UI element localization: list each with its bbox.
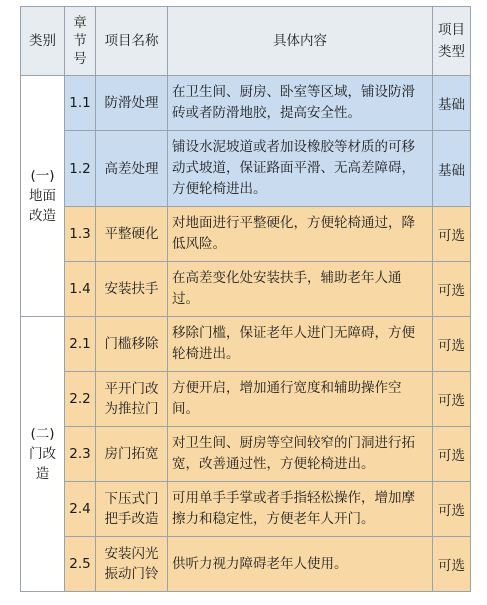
- row-name: 高差处理: [96, 131, 168, 207]
- row-number: 1.2: [65, 131, 96, 207]
- row-content: 对卫生间、厨房等空间较窄的门洞进行拓宽，改善通过性，方便轮椅进出。: [168, 427, 433, 482]
- header-chapter-text: 章节号: [73, 15, 87, 67]
- row-number: 1.4: [65, 262, 96, 317]
- table-row: [21, 207, 471, 262]
- table-row: [21, 76, 471, 131]
- table-row: [21, 131, 471, 207]
- row-name: 平整硬化: [96, 207, 168, 262]
- row-name: 房门拓宽: [96, 427, 168, 482]
- category-door-line1: (二): [30, 426, 55, 442]
- header-type: [433, 7, 471, 76]
- row-content: 移除门槛，保证老年人进门无障碍，方便轮椅进出。: [168, 317, 433, 372]
- table-row: [21, 482, 471, 537]
- row-type: 基础: [433, 76, 471, 131]
- row-type: 可选: [433, 482, 471, 537]
- row-name: 平开门改为推拉门: [96, 372, 168, 427]
- row-name: 下压式门把手改造: [96, 482, 168, 537]
- row-number: 1.1: [65, 76, 96, 131]
- category-door-line3: 造: [35, 466, 50, 482]
- header-name: 项目名称: [96, 7, 168, 76]
- row-name: 安装闪光振动门铃: [96, 537, 168, 592]
- row-number: 2.4: [65, 482, 96, 537]
- renovation-table: [20, 6, 471, 592]
- table-row: [21, 317, 471, 372]
- row-type: 可选: [433, 427, 471, 482]
- row-type: 基础: [433, 131, 471, 207]
- header-category: 类别: [21, 7, 65, 76]
- header-type-text: 项目类型: [438, 22, 465, 60]
- header-chapter: [65, 7, 96, 76]
- row-content: 在卫生间、厨房、卧室等区域，铺设防滑砖或者防滑地胶，提高安全性。: [168, 76, 433, 131]
- row-number: 1.3: [65, 207, 96, 262]
- row-content: 供听力视力障碍老年人使用。: [168, 537, 433, 592]
- table-row: [21, 372, 471, 427]
- category-ground: [21, 76, 65, 317]
- row-content: 对地面进行平整硬化，方便轮椅通过，降低风险。: [168, 207, 433, 262]
- row-number: 2.1: [65, 317, 96, 372]
- table-row: [21, 537, 471, 592]
- row-type: 可选: [433, 372, 471, 427]
- category-ground-line3: 改造: [29, 208, 56, 224]
- header-row: [21, 7, 471, 76]
- category-ground-line2: 地面: [29, 188, 56, 204]
- row-type: 可选: [433, 537, 471, 592]
- row-content: 铺设水泥坡道或者加设橡胶等材质的可移动式坡道，保证路面平滑、无高差障碍，方便轮椅进出。: [168, 131, 433, 207]
- row-name: 门槛移除: [96, 317, 168, 372]
- category-ground-line1: (一): [30, 168, 55, 184]
- renovation-table-container: [20, 6, 470, 598]
- row-number: 2.5: [65, 537, 96, 592]
- table-row: [21, 262, 471, 317]
- row-content: 在高差变化处安装扶手，辅助老年人通过。: [168, 262, 433, 317]
- row-type: 可选: [433, 317, 471, 372]
- row-number: 2.2: [65, 372, 96, 427]
- category-door: [21, 317, 65, 592]
- row-type: 可选: [433, 207, 471, 262]
- header-content: 具体内容: [168, 7, 433, 76]
- row-number: 2.3: [65, 427, 96, 482]
- row-content: 可用单手手掌或者手指轻松操作，增加摩擦力和稳定性，方便老年人开门。: [168, 482, 433, 537]
- row-type: 可选: [433, 262, 471, 317]
- category-door-line2: 门改: [29, 446, 56, 462]
- row-name: 防滑处理: [96, 76, 168, 131]
- table-row: [21, 427, 471, 482]
- row-content: 方便开启，增加通行宽度和辅助操作空间。: [168, 372, 433, 427]
- row-name: 安装扶手: [96, 262, 168, 317]
